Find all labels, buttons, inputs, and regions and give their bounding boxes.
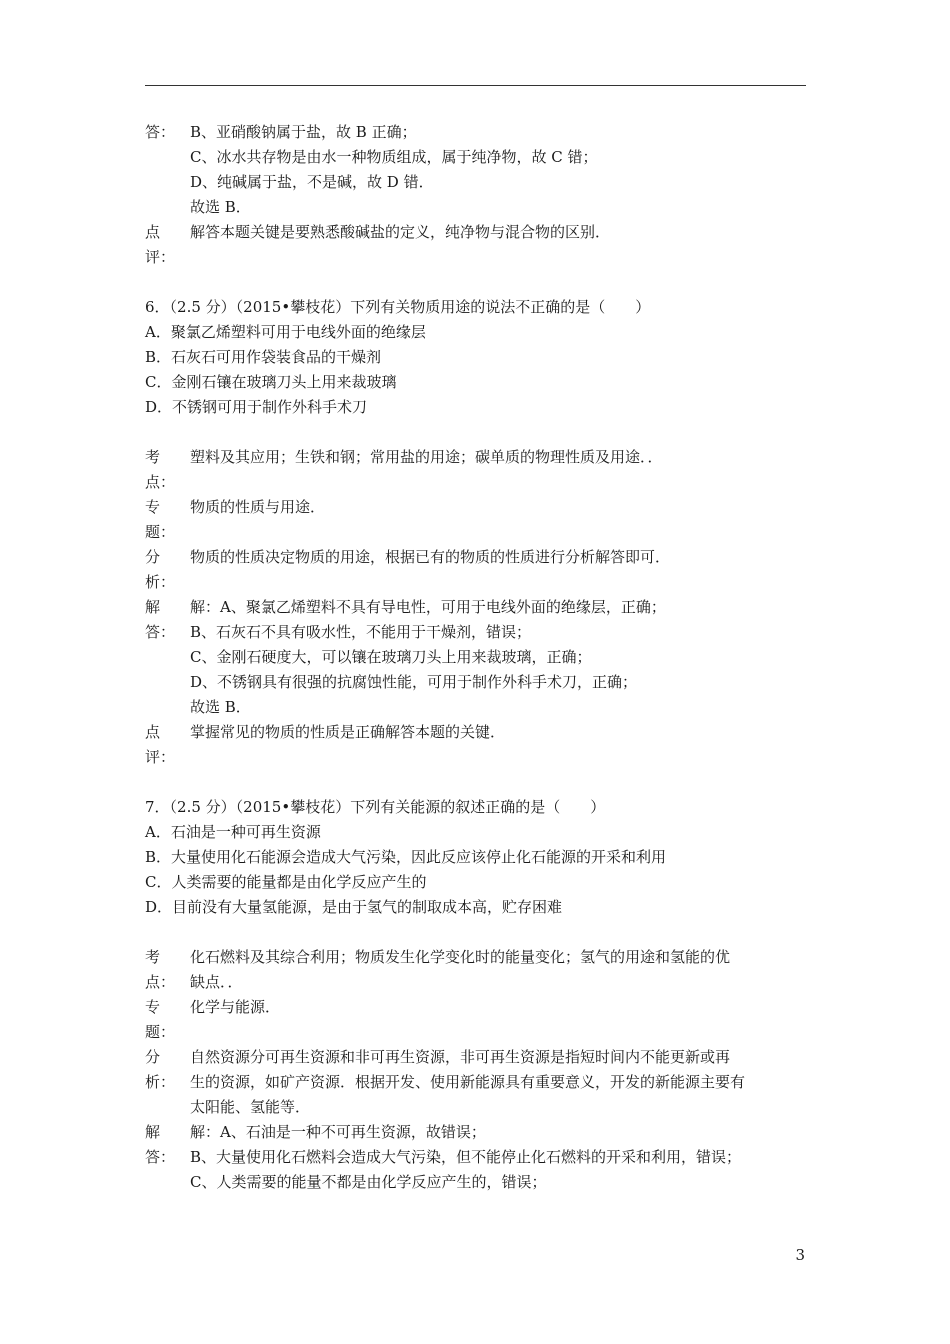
q5-review [145, 220, 810, 270]
q7-option: D．目前没有大量氢能源，是由于氢气的制取成本高，贮存困难 [145, 898, 563, 916]
q6-fenxi-label: 析： [145, 573, 176, 591]
q5-answer [145, 120, 810, 220]
q6-kaodian-text: 塑料及其应用；生铁和钢；常用盐的用途；碳单质的物理性质及用途．． [190, 448, 663, 466]
q7-option: A．石油是一种可再生资源 [145, 823, 321, 841]
q7-fenxi-line: 太阳能、氢能等． [190, 1098, 311, 1116]
q6-stem: 6．（2.5 分）（2015•攀枝花）下列有关物质用途的说法不正确的是（ ） [145, 298, 651, 316]
q6-dianping-label: 评： [145, 748, 176, 766]
q7-zhuanti-label: 专 [145, 998, 161, 1016]
q5-answer-line: B、亚硝酸钠属于盐，故 B 正确； [190, 123, 417, 141]
q7-fenxi-label: 分 [145, 1048, 161, 1066]
q6-jieda [145, 595, 810, 720]
q6-zhuanti [145, 495, 810, 545]
q7-kaodian-line: 缺点．． [190, 973, 243, 991]
q6-option: C．金刚石镶在玻璃刀头上用来裁玻璃 [145, 373, 397, 391]
q7-zhuanti [145, 995, 810, 1045]
q7-jieda-line: 解：A、石油是一种不可再生资源，故错误； [190, 1123, 486, 1141]
q6-dianping-label: 点 [145, 723, 161, 741]
q6-jieda-line: B、石灰石不具有吸水性，不能用于干燥剂，错误； [190, 623, 532, 641]
q6-option: B．石灰石可用作袋装食品的干燥剂 [145, 348, 382, 366]
page-number: 3 [795, 1246, 805, 1264]
q7-fenxi-line: 生的资源，如矿产资源．根据开发、使用新能源具有重要意义，开发的新能源主要有 [190, 1073, 746, 1091]
q5-review-label: 评： [145, 248, 176, 266]
q7-jieda-line: C、人类需要的能量不都是由化学反应产生的，错误； [190, 1173, 547, 1191]
q6-option: A．聚氯乙烯塑料可用于电线外面的绝缘层 [145, 323, 426, 341]
q6-jieda-label: 答： [145, 623, 176, 641]
q6-question [145, 295, 810, 420]
q7-jieda [145, 1120, 810, 1195]
q6-jieda-label: 解 [145, 598, 161, 616]
q6-zhuanti-label: 专 [145, 498, 161, 516]
q6-jieda-line: 故选 B． [190, 698, 251, 716]
q6-dianping-text: 掌握常见的物质的性质是正确解答本题的关键． [190, 723, 506, 741]
page-content [145, 120, 810, 1195]
q5-answer-line: C、冰水共存物是由水一种物质组成，属于纯净物，故 C 错； [190, 148, 598, 166]
q7-question [145, 795, 810, 920]
header-rule [145, 85, 806, 86]
q7-kaodian-label: 点： [145, 973, 176, 991]
q7-fenxi [145, 1045, 810, 1120]
q7-fenxi-label: 析： [145, 1073, 176, 1091]
q6-jieda-line: D、不锈钢具有很强的抗腐蚀性能，可用于制作外科手术刀，正确； [190, 673, 638, 691]
q6-zhuanti-label: 题： [145, 523, 176, 541]
q7-fenxi-line: 自然资源分可再生资源和非可再生资源，非可再生资源是指短时间内不能更新或再 [190, 1048, 731, 1066]
q6-fenxi-text: 物质的性质决定物质的用途，根据已有的物质的性质进行分析解答即可． [190, 548, 671, 566]
q5-answer-line: D、纯碱属于盐，不是碱，故 D 错． [190, 173, 434, 191]
q7-zhuanti-text: 化学与能源． [190, 998, 281, 1016]
q7-kaodian-label: 考 [145, 948, 161, 966]
q7-option: C．人类需要的能量都是由化学反应产生的 [145, 873, 427, 891]
q5-answer-label: 答： [145, 123, 176, 141]
q6-kaodian [145, 445, 810, 495]
q7-jieda-line: B、大量使用化石燃料会造成大气污染，但不能停止化石燃料的开采和利用，错误； [190, 1148, 742, 1166]
q6-jieda-line: 解：A、聚氯乙烯塑料不具有导电性，可用于电线外面的绝缘层，正确； [190, 598, 666, 616]
q6-fenxi [145, 545, 810, 595]
q6-kaodian-label: 点： [145, 473, 176, 491]
q6-kaodian-label: 考 [145, 448, 161, 466]
q5-answer-line: 故选 B． [190, 198, 251, 216]
q6-jieda-line: C、金刚石硬度大，可以镶在玻璃刀头上用来裁玻璃，正确； [190, 648, 592, 666]
q7-jieda-label: 解 [145, 1123, 161, 1141]
q6-zhuanti-text: 物质的性质与用途． [190, 498, 326, 516]
q7-option: B．大量使用化石能源会造成大气污染，因此反应该停止化石能源的开采和利用 [145, 848, 667, 866]
q7-jieda-label: 答： [145, 1148, 176, 1166]
q7-stem: 7．（2.5 分）（2015•攀枝花）下列有关能源的叙述正确的是（ ） [145, 798, 606, 816]
q7-zhuanti-label: 题： [145, 1023, 176, 1041]
q6-fenxi-label: 分 [145, 548, 161, 566]
q6-dianping [145, 720, 810, 770]
q5-review-text: 解答本题关键是要熟悉酸碱盐的定义，纯净物与混合物的区别． [190, 223, 611, 241]
q6-option: D．不锈钢可用于制作外科手术刀 [145, 398, 368, 416]
q7-kaodian [145, 945, 810, 995]
q7-kaodian-line: 化石燃料及其综合利用；物质发生化学变化时的能量变化；氢气的用途和氢能的优 [190, 948, 731, 966]
q5-review-label: 点 [145, 223, 161, 241]
